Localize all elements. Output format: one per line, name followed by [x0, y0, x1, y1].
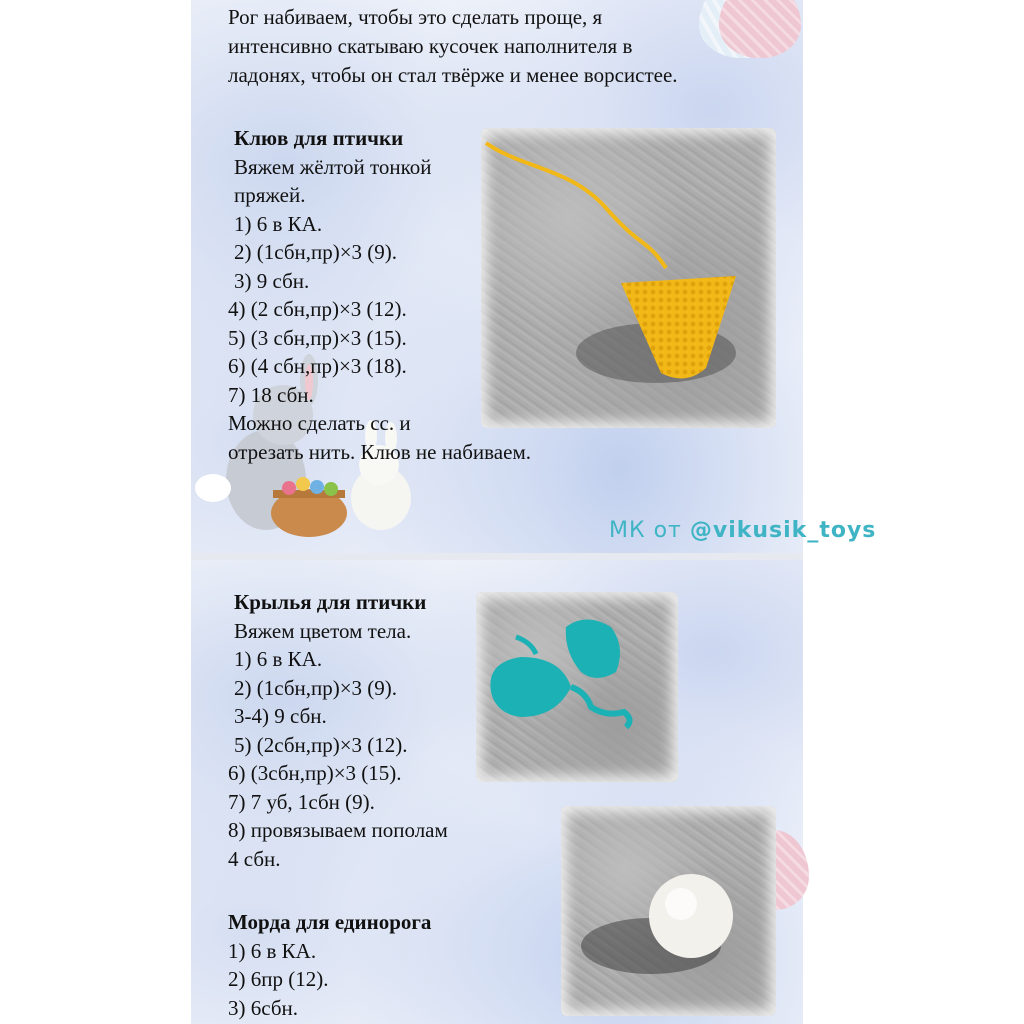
- crochet-muzzle-image: [561, 806, 776, 1016]
- instruction-line: 6) (3сбн,пр)×3 (15).: [228, 761, 402, 785]
- instruction-line: 1) 6 в КА.: [234, 211, 323, 236]
- muzzle-photo: [561, 806, 776, 1016]
- intro-line: интенсивно скатываю кусочек наполнителя в: [228, 34, 633, 58]
- intro-line: Рог набиваем, чтобы это сделать проще, я: [228, 5, 603, 29]
- instruction-line: Вяжем жёлтой тонкой: [234, 154, 432, 179]
- crochet-beak-image: [481, 128, 776, 428]
- instruction-line: 8) провязываем пополам: [228, 818, 448, 842]
- instruction-line: 1) 6 в КА.: [228, 938, 317, 963]
- beak-heading: Клюв для птички: [234, 126, 404, 150]
- instruction-line: 6) (4 сбн,пр)×3 (18).: [228, 354, 407, 378]
- watermark-prefix: МК от: [609, 518, 690, 543]
- instruction-line: 2) (1сбн,пр)×3 (9).: [234, 240, 398, 264]
- instruction-line: 4) (2 сбн,пр)×3 (12).: [228, 297, 407, 321]
- author-watermark: [609, 518, 876, 543]
- intro-line: ладонях, чтобы он стал твёрже и менее ворсистее.: [228, 63, 678, 87]
- crochet-wings-image: [476, 592, 678, 782]
- muzzle-instructions: [228, 908, 431, 1022]
- intro-text: [228, 3, 678, 90]
- top-page-panel: [191, 0, 877, 553]
- instruction-line: отрезать нить. Клюв не набиваем.: [228, 439, 531, 464]
- instruction-line: 4 сбн.: [228, 846, 281, 871]
- instruction-line: 7) 18 сбн.: [228, 382, 314, 407]
- easter-egg-decoration: [719, 0, 801, 58]
- wings-heading: Крылья для птички: [234, 590, 427, 614]
- instruction-line: 5) (2сбн,пр)×3 (12).: [234, 732, 408, 757]
- instruction-line: 3) 9 сбн.: [234, 268, 310, 293]
- instruction-line: Вяжем цветом тела.: [234, 618, 412, 643]
- muzzle-heading: Морда для единорога: [228, 910, 432, 934]
- wings-photo: [476, 592, 678, 782]
- bottom-page-panel: [191, 560, 803, 1024]
- wings-instructions: [228, 588, 448, 873]
- instruction-line: 5) (3 сбн,пр)×3 (15).: [228, 325, 407, 350]
- instruction-line: 2) (1сбн,пр)×3 (9).: [234, 675, 398, 700]
- instruction-line: Можно сделать сс. и: [228, 411, 411, 435]
- page-divider: [191, 553, 803, 560]
- instruction-line: 3-4) 9 сбн.: [234, 704, 327, 728]
- instruction-line: 1) 6 в КА.: [234, 647, 323, 671]
- beak-photo: [481, 128, 776, 428]
- instruction-line: 7) 7 уб, 1сбн (9).: [228, 789, 375, 814]
- instruction-line: 3) 6сбн.: [228, 995, 298, 1020]
- instruction-line: 2) 6пр (12).: [228, 967, 329, 991]
- instruction-line: пряжей.: [234, 183, 306, 207]
- watermark-handle: @vikusik_toys: [689, 518, 877, 543]
